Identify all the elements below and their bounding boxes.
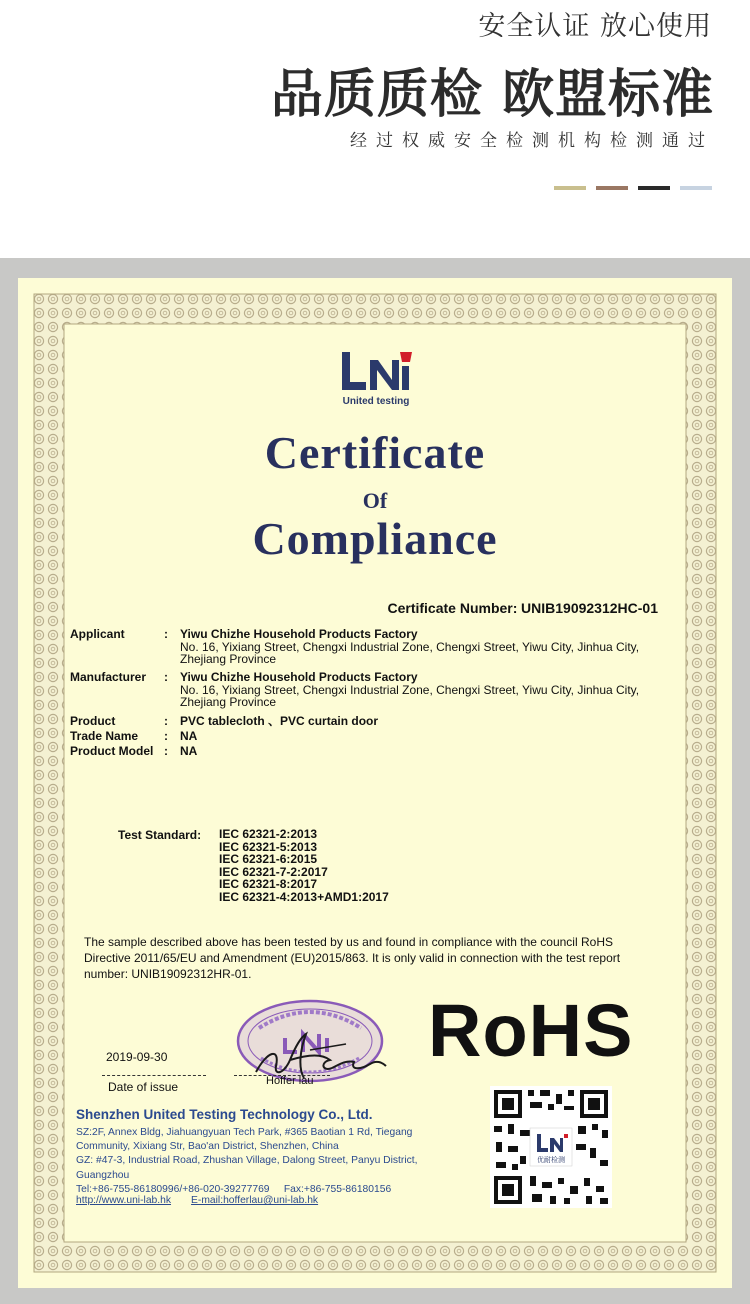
applicant-value [180, 628, 680, 666]
certificate-number-value: UNIB19092312HC-01 [521, 600, 658, 616]
product-value: PVC tablecloth 、PVC curtain door [180, 714, 379, 728]
manufacturer-value [180, 671, 680, 709]
email-link[interactable]: E-mail:hofferlau@uni-lab.hk [191, 1195, 319, 1206]
compliance-statement: The sample described above has been tested by us and found in compliance with the council RoHS Directive 2011/65/EU and Amendment (EU)2015/863. It is only valid in connection with the test report number: UNIB19092312HR-01. [84, 935, 621, 981]
colon: : [164, 627, 168, 641]
headline: 品质质检 欧盟标准 [270, 65, 714, 125]
title-of: Of [362, 488, 388, 513]
title-compliance: Compliance [252, 513, 498, 564]
issuer-company: Shenzhen United Testing Technology Co., Ltd. [76, 1107, 373, 1122]
web-links [76, 1195, 318, 1206]
applicant-name: Yiwu Chizhe Household Products Factory [180, 627, 418, 641]
tagline: 安全认证 放心使用 [478, 11, 712, 42]
qr-caption: 优耐检测 [537, 1156, 565, 1164]
colon: : [164, 729, 168, 743]
website-link[interactable]: http://www.uni-lab.hk [76, 1195, 172, 1206]
product-model-label: Product Model [70, 744, 154, 758]
certificate-number [387, 600, 658, 616]
date-underline [102, 1075, 206, 1076]
product-model-value: NA [180, 744, 198, 758]
swatch-3 [638, 186, 670, 190]
uni-logo-mark [336, 348, 416, 392]
colon: : [164, 714, 168, 728]
trade-name-value: NA [180, 729, 198, 743]
swatch-4 [680, 186, 712, 190]
test-standard-list [219, 828, 389, 904]
address-shenzhen: SZ:2F, Annex Bldg, Jiahuangyuan Tech Park, #365 Baotian 1 Rd, Tiegang Community, Xixiang Str, Bao'an District, Shenzhen, China [76, 1127, 413, 1153]
manufacturer-address: No. 16, Yixiang Street, Chengxi Industrial Zone, Chengxi Street, Yiwu City, Jinhua City, Zhejiang Province [180, 682, 640, 709]
signatory-name: Hoffer lau [266, 1075, 314, 1087]
subline: 经过权威安全检测机构检测通过 [350, 131, 714, 151]
qr-code [490, 1086, 612, 1208]
color-swatches [554, 186, 712, 190]
test-standard-item: IEC 62321-8:2017 [219, 877, 318, 892]
manufacturer-label: Manufacturer [70, 670, 147, 684]
tel: Tel:+86-755-86180996/+86-020-39277769 [76, 1184, 270, 1195]
swatch-2 [596, 186, 628, 190]
test-standard-item: IEC 62321-7-2:2017 [219, 864, 328, 879]
applicant-label: Applicant [70, 627, 125, 641]
trade-name-label: Trade Name [70, 729, 139, 743]
test-standard-item: IEC 62321-6:2015 [219, 852, 318, 867]
manufacturer-name: Yiwu Chizhe Household Products Factory [180, 670, 418, 684]
colon: : [164, 670, 168, 684]
issuer-address [76, 1126, 456, 1183]
test-standard-item: IEC 62321-4:2013+AMD1:2017 [219, 889, 389, 904]
swatch-1 [554, 186, 586, 190]
issue-date: 2019-09-30 [106, 1050, 168, 1064]
address-guangzhou: GZ: #47-3, Industrial Road, Zhushan Village, Dalong Street, Panyu District, Guangzhou [76, 1155, 418, 1181]
fax: Fax:+86-755-86180156 [283, 1184, 392, 1195]
colon: : [164, 744, 168, 758]
test-standard-item: IEC 62321-5:2013 [219, 839, 318, 854]
uni-logo [331, 348, 421, 407]
title-certificate: Certificate [264, 427, 486, 478]
issue-date-label: Date of issue [108, 1080, 179, 1094]
certificate-number-label: Certificate Number: [387, 600, 518, 616]
test-standard-item: IEC 62321-2:2013 [219, 827, 318, 841]
promo-header [0, 0, 750, 258]
logo-caption: United testing [342, 396, 410, 407]
product-label: Product [70, 714, 116, 728]
test-standard-label: Test Standard: [118, 828, 202, 842]
applicant-address: No. 16, Yixiang Street, Chengxi Industrial Zone, Chengxi Street, Yiwu City, Jinhua City, Zhejiang Province [180, 639, 640, 666]
rohs-mark: RoHS [428, 989, 634, 1072]
certificate [18, 278, 732, 1288]
